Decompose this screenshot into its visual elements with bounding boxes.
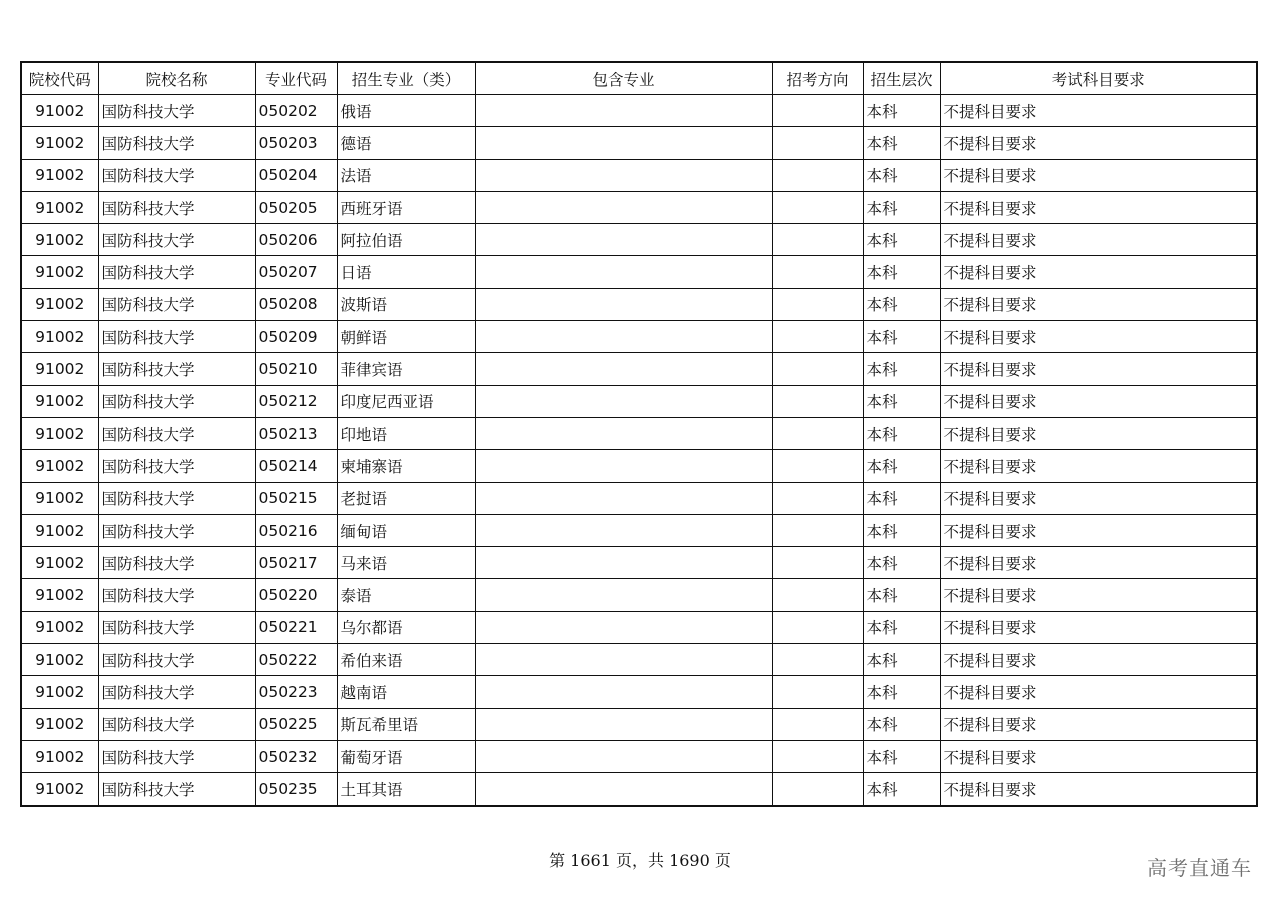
cell-subject-requirement: 不提科目要求 [940, 385, 1257, 417]
table-row [21, 773, 1257, 806]
cell-school-name: 国防科技大学 [98, 288, 255, 320]
cell-included-majors [475, 159, 772, 191]
cell-major: 越南语 [337, 676, 475, 708]
cell-direction [772, 256, 863, 288]
table-row [21, 385, 1257, 417]
cell-direction [772, 385, 863, 417]
cell-school-name: 国防科技大学 [98, 579, 255, 611]
cell-included-majors [475, 514, 772, 546]
cell-included-majors [475, 191, 772, 223]
cell-included-majors [475, 773, 772, 806]
cell-major: 老挝语 [337, 482, 475, 514]
cell-subject-requirement: 不提科目要求 [940, 514, 1257, 546]
header-major-code: 专业代码 [255, 62, 337, 95]
cell-school-code: 91002 [21, 450, 98, 482]
cell-level: 本科 [863, 676, 940, 708]
table-row [21, 127, 1257, 159]
cell-level: 本科 [863, 611, 940, 643]
cell-school-code: 91002 [21, 256, 98, 288]
cell-level: 本科 [863, 708, 940, 740]
table-row [21, 740, 1257, 772]
cell-major: 葡萄牙语 [337, 740, 475, 772]
cell-major: 波斯语 [337, 288, 475, 320]
cell-major-code: 050225 [255, 708, 337, 740]
cell-included-majors [475, 127, 772, 159]
cell-school-code: 91002 [21, 95, 98, 127]
cell-school-name: 国防科技大学 [98, 740, 255, 772]
cell-included-majors [475, 385, 772, 417]
cell-subject-requirement: 不提科目要求 [940, 127, 1257, 159]
table-row [21, 224, 1257, 256]
cell-school-name: 国防科技大学 [98, 127, 255, 159]
cell-major-code: 050208 [255, 288, 337, 320]
cell-school-name: 国防科技大学 [98, 514, 255, 546]
cell-subject-requirement: 不提科目要求 [940, 353, 1257, 385]
cell-direction [772, 191, 863, 223]
table-row [21, 644, 1257, 676]
cell-major-code: 050202 [255, 95, 337, 127]
cell-major: 西班牙语 [337, 191, 475, 223]
cell-major-code: 050215 [255, 482, 337, 514]
cell-direction [772, 676, 863, 708]
cell-included-majors [475, 708, 772, 740]
cell-included-majors [475, 579, 772, 611]
cell-included-majors [475, 611, 772, 643]
cell-direction [772, 579, 863, 611]
cell-included-majors [475, 224, 772, 256]
table-body [21, 95, 1257, 806]
cell-subject-requirement: 不提科目要求 [940, 321, 1257, 353]
table-row [21, 256, 1257, 288]
cell-major: 法语 [337, 159, 475, 191]
cell-direction [772, 740, 863, 772]
cell-subject-requirement: 不提科目要求 [940, 773, 1257, 806]
cell-school-name: 国防科技大学 [98, 321, 255, 353]
cell-school-code: 91002 [21, 321, 98, 353]
cell-subject-requirement: 不提科目要求 [940, 482, 1257, 514]
cell-major-code: 050220 [255, 579, 337, 611]
cell-level: 本科 [863, 95, 940, 127]
cell-level: 本科 [863, 579, 940, 611]
table-row [21, 288, 1257, 320]
cell-major: 日语 [337, 256, 475, 288]
cell-subject-requirement: 不提科目要求 [940, 159, 1257, 191]
table-row [21, 611, 1257, 643]
header-level: 招生层次 [863, 62, 940, 95]
cell-direction [772, 95, 863, 127]
watermark-logo-text: 高考直通车 [1147, 856, 1252, 880]
header-school-name: 院校名称 [98, 62, 255, 95]
cell-school-name: 国防科技大学 [98, 159, 255, 191]
cell-direction [772, 773, 863, 806]
cell-subject-requirement: 不提科目要求 [940, 256, 1257, 288]
cell-direction [772, 450, 863, 482]
table-row [21, 159, 1257, 191]
header-school-code: 院校代码 [21, 62, 98, 95]
cell-school-code: 91002 [21, 773, 98, 806]
cell-subject-requirement: 不提科目要求 [940, 579, 1257, 611]
admissions-table [20, 61, 1258, 807]
cell-major-code: 050205 [255, 191, 337, 223]
cell-major: 土耳其语 [337, 773, 475, 806]
table-row [21, 417, 1257, 449]
cell-school-code: 91002 [21, 191, 98, 223]
cell-major: 斯瓦希里语 [337, 708, 475, 740]
cell-subject-requirement: 不提科目要求 [940, 740, 1257, 772]
cell-major-code: 050221 [255, 611, 337, 643]
cell-subject-requirement: 不提科目要求 [940, 611, 1257, 643]
cell-school-name: 国防科技大学 [98, 417, 255, 449]
cell-included-majors [475, 353, 772, 385]
cell-major-code: 050209 [255, 321, 337, 353]
cell-major: 印度尼西亚语 [337, 385, 475, 417]
cell-major-code: 050207 [255, 256, 337, 288]
cell-direction [772, 514, 863, 546]
cell-school-code: 91002 [21, 385, 98, 417]
cell-major: 俄语 [337, 95, 475, 127]
cell-school-name: 国防科技大学 [98, 482, 255, 514]
cell-level: 本科 [863, 547, 940, 579]
cell-level: 本科 [863, 740, 940, 772]
cell-major-code: 050212 [255, 385, 337, 417]
cell-level: 本科 [863, 191, 940, 223]
cell-included-majors [475, 644, 772, 676]
header-subject-requirement: 考试科目要求 [940, 62, 1257, 95]
table-row [21, 353, 1257, 385]
cell-included-majors [475, 288, 772, 320]
cell-level: 本科 [863, 288, 940, 320]
cell-school-code: 91002 [21, 644, 98, 676]
cell-major-code: 050232 [255, 740, 337, 772]
cell-direction [772, 482, 863, 514]
cell-school-code: 91002 [21, 611, 98, 643]
table-row [21, 547, 1257, 579]
table-row [21, 191, 1257, 223]
header-included-majors: 包含专业 [475, 62, 772, 95]
cell-school-code: 91002 [21, 547, 98, 579]
cell-level: 本科 [863, 321, 940, 353]
cell-school-code: 91002 [21, 353, 98, 385]
cell-subject-requirement: 不提科目要求 [940, 417, 1257, 449]
cell-school-code: 91002 [21, 417, 98, 449]
cell-major: 朝鲜语 [337, 321, 475, 353]
cell-school-name: 国防科技大学 [98, 353, 255, 385]
cell-major-code: 050204 [255, 159, 337, 191]
cell-major: 马来语 [337, 547, 475, 579]
table-row [21, 95, 1257, 127]
cell-school-name: 国防科技大学 [98, 611, 255, 643]
cell-direction [772, 321, 863, 353]
cell-school-code: 91002 [21, 224, 98, 256]
cell-school-name: 国防科技大学 [98, 450, 255, 482]
cell-direction [772, 417, 863, 449]
cell-major-code: 050206 [255, 224, 337, 256]
cell-subject-requirement: 不提科目要求 [940, 547, 1257, 579]
cell-direction [772, 353, 863, 385]
cell-major: 希伯来语 [337, 644, 475, 676]
cell-school-code: 91002 [21, 288, 98, 320]
cell-major: 印地语 [337, 417, 475, 449]
cell-school-name: 国防科技大学 [98, 773, 255, 806]
cell-level: 本科 [863, 224, 940, 256]
cell-included-majors [475, 740, 772, 772]
cell-major-code: 050217 [255, 547, 337, 579]
cell-major: 缅甸语 [337, 514, 475, 546]
cell-major-code: 050223 [255, 676, 337, 708]
cell-school-code: 91002 [21, 127, 98, 159]
table-row [21, 321, 1257, 353]
cell-school-name: 国防科技大学 [98, 547, 255, 579]
cell-subject-requirement: 不提科目要求 [940, 644, 1257, 676]
cell-direction [772, 547, 863, 579]
cell-level: 本科 [863, 514, 940, 546]
cell-school-code: 91002 [21, 514, 98, 546]
cell-major: 泰语 [337, 579, 475, 611]
cell-subject-requirement: 不提科目要求 [940, 191, 1257, 223]
cell-school-name: 国防科技大学 [98, 95, 255, 127]
page-number: 第 1661 页，共 1690 页 [549, 851, 731, 870]
cell-included-majors [475, 676, 772, 708]
cell-direction [772, 611, 863, 643]
cell-direction [772, 159, 863, 191]
cell-level: 本科 [863, 353, 940, 385]
table-row [21, 676, 1257, 708]
table-row [21, 579, 1257, 611]
cell-subject-requirement: 不提科目要求 [940, 676, 1257, 708]
table-row [21, 708, 1257, 740]
cell-level: 本科 [863, 417, 940, 449]
cell-school-code: 91002 [21, 740, 98, 772]
cell-included-majors [475, 482, 772, 514]
table-row [21, 514, 1257, 546]
cell-level: 本科 [863, 385, 940, 417]
cell-subject-requirement: 不提科目要求 [940, 224, 1257, 256]
cell-included-majors [475, 321, 772, 353]
cell-level: 本科 [863, 644, 940, 676]
cell-school-name: 国防科技大学 [98, 191, 255, 223]
cell-level: 本科 [863, 773, 940, 806]
cell-direction [772, 708, 863, 740]
cell-school-name: 国防科技大学 [98, 644, 255, 676]
cell-level: 本科 [863, 256, 940, 288]
cell-major: 乌尔都语 [337, 611, 475, 643]
cell-major-code: 050222 [255, 644, 337, 676]
cell-included-majors [475, 450, 772, 482]
cell-direction [772, 644, 863, 676]
header-direction: 招考方向 [772, 62, 863, 95]
cell-school-name: 国防科技大学 [98, 708, 255, 740]
cell-school-name: 国防科技大学 [98, 676, 255, 708]
cell-school-code: 91002 [21, 676, 98, 708]
cell-included-majors [475, 256, 772, 288]
cell-major: 德语 [337, 127, 475, 159]
cell-major-code: 050213 [255, 417, 337, 449]
cell-included-majors [475, 95, 772, 127]
cell-major: 柬埔寨语 [337, 450, 475, 482]
cell-major-code: 050210 [255, 353, 337, 385]
table-header-row [21, 62, 1257, 95]
cell-level: 本科 [863, 450, 940, 482]
cell-school-name: 国防科技大学 [98, 224, 255, 256]
cell-direction [772, 127, 863, 159]
cell-subject-requirement: 不提科目要求 [940, 288, 1257, 320]
cell-major: 阿拉伯语 [337, 224, 475, 256]
cell-included-majors [475, 417, 772, 449]
cell-subject-requirement: 不提科目要求 [940, 450, 1257, 482]
cell-subject-requirement: 不提科目要求 [940, 708, 1257, 740]
cell-direction [772, 288, 863, 320]
cell-major-code: 050216 [255, 514, 337, 546]
table-row [21, 482, 1257, 514]
cell-school-name: 国防科技大学 [98, 256, 255, 288]
cell-major: 菲律宾语 [337, 353, 475, 385]
table-row [21, 450, 1257, 482]
cell-school-code: 91002 [21, 579, 98, 611]
cell-level: 本科 [863, 159, 940, 191]
cell-school-name: 国防科技大学 [98, 385, 255, 417]
cell-school-code: 91002 [21, 482, 98, 514]
cell-major-code: 050235 [255, 773, 337, 806]
cell-included-majors [475, 547, 772, 579]
header-major: 招生专业（类） [337, 62, 475, 95]
cell-school-code: 91002 [21, 708, 98, 740]
cell-major-code: 050214 [255, 450, 337, 482]
cell-subject-requirement: 不提科目要求 [940, 95, 1257, 127]
cell-level: 本科 [863, 482, 940, 514]
cell-school-code: 91002 [21, 159, 98, 191]
cell-direction [772, 224, 863, 256]
cell-major-code: 050203 [255, 127, 337, 159]
cell-level: 本科 [863, 127, 940, 159]
